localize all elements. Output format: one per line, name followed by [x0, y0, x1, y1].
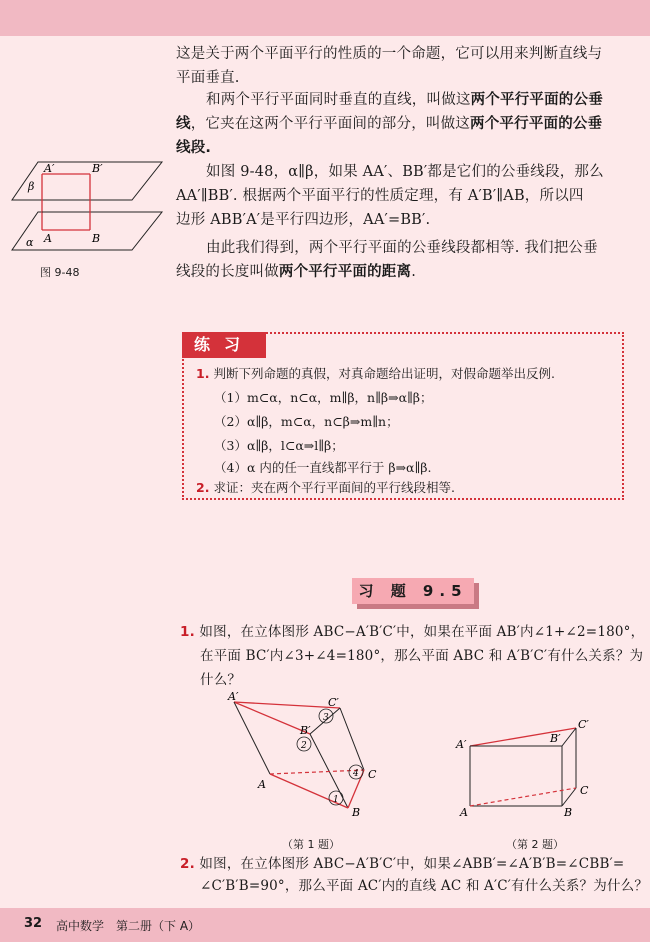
- homework-question-2: [180, 852, 624, 876]
- label-A-prime: A′: [44, 162, 55, 175]
- angle-label: 2: [301, 741, 307, 751]
- label-A: A: [44, 232, 52, 245]
- top-band: [0, 0, 650, 36]
- paragraph-line: 平面垂直.: [176, 70, 240, 86]
- label-B: B: [92, 232, 101, 245]
- term-bold: 线: [176, 116, 191, 132]
- question-number: 1.: [196, 366, 210, 381]
- question-number: 2.: [196, 480, 210, 495]
- term-bold: 两个平行平面的距离: [278, 264, 412, 280]
- label-B: B: [564, 806, 573, 818]
- question-line: 什么？: [200, 672, 242, 688]
- term-bold: 线段.: [176, 140, 212, 156]
- label-B: B: [352, 806, 361, 819]
- label-alpha: α: [26, 236, 34, 249]
- text-run: 线段的长度叫做: [176, 264, 279, 280]
- book-title: 高中数学 第二册（下 A）: [56, 919, 201, 933]
- figure-caption: （第 2 题）: [506, 838, 564, 851]
- figure-9-48: [10, 160, 165, 260]
- label-C: C: [580, 784, 589, 797]
- paragraph-line: AA′∥BB′. 根据两个平面平行的性质定理，有 A′B′∥AB，所以四: [176, 188, 584, 204]
- label-C: C: [368, 768, 377, 781]
- term-bold: 两个平行平面的公垂: [470, 116, 603, 132]
- practice-question-2: [196, 478, 455, 498]
- practice-item: （1）m⊂α，n⊂α，m∥β，n∥β⇒α∥β；: [214, 390, 433, 405]
- paragraph-line: 由此我们得到，两个平行平面的公垂线段都相等. 我们把公垂: [206, 240, 598, 256]
- label-B-prime: B′: [550, 732, 561, 745]
- homework-question-1: [180, 620, 644, 644]
- angle-label: 4: [353, 769, 359, 779]
- label-A-prime: A′: [456, 738, 467, 751]
- question-line: 在平面 BC′内∠3+∠4=180°，那么平面 ABC 和 A′B′C′有什么关系？为: [200, 648, 644, 664]
- label-B-prime: B′: [92, 162, 103, 175]
- paragraph-line: 边形 ABB′A′是平行四边形，AA′=BB′.: [176, 212, 431, 228]
- practice-item: （2）α∥β，m⊂α，n⊂β⇒m∥n；: [214, 414, 399, 429]
- label-C-prime: C′: [328, 696, 339, 709]
- figure-caption: （第 1 题）: [282, 838, 340, 851]
- label-beta: β: [28, 180, 35, 193]
- figure-question-2: [450, 718, 600, 818]
- angle-label: 3: [323, 713, 329, 723]
- figure-caption: 图 9-48: [40, 266, 80, 279]
- paragraph-line: [176, 112, 602, 136]
- question-text: 判断下列命题的真假，对真命题给出证明，对假命题举出反例.: [213, 366, 555, 381]
- question-text: 求证：夹在两个平行平面间的平行线段相等.: [213, 480, 455, 495]
- term-bold: 两个平行平面的公垂: [470, 92, 603, 108]
- practice-item: （3）α∥β，l⊂α⇒l∥β；: [214, 438, 344, 453]
- paragraph-line: 这是关于两个平面平行的性质的一个命题，它可以用来判断直线与: [176, 46, 603, 62]
- homework-title: 习 题 9.5: [352, 578, 474, 604]
- label-B-prime: B′: [300, 724, 311, 737]
- practice-item: （4）α 内的任一直线都平行于 β⇒α∥β.: [214, 460, 432, 475]
- question-number: 2.: [180, 856, 195, 872]
- angle-label: 1: [333, 795, 339, 805]
- text-run: ，它夹在这两个平行平面间的部分，叫做这: [190, 116, 471, 132]
- practice-question-1: [196, 364, 555, 384]
- page-number: 32: [24, 916, 43, 931]
- figure-question-1: [220, 690, 390, 820]
- paragraph-line: [206, 88, 603, 112]
- label-C-prime: C′: [578, 718, 589, 731]
- label-A-prime: A′: [228, 690, 239, 703]
- paragraph-line: [176, 136, 211, 160]
- practice-tab: 练习: [182, 332, 266, 358]
- question-text: 如图，在立体图形 ABC−A′B′C′中，如果∠ABB′=∠A′B′B=∠CBB′=: [199, 856, 625, 872]
- question-line: ∠C′B′B=90°，那么平面 AC′内的直线 AC 和 A′C′有什么关系？为什么？: [200, 878, 649, 894]
- text-run: .: [411, 264, 417, 280]
- question-number: 1.: [180, 624, 195, 640]
- label-A: A: [460, 806, 468, 818]
- text-run: 和两个平行平面同时垂直的直线，叫做这: [206, 92, 471, 108]
- question-text: 如图，在立体图形 ABC−A′B′C′中，如果在平面 AB′内∠1+∠2=180°，: [199, 624, 645, 640]
- label-A: A: [258, 778, 266, 791]
- paragraph-line: 如图 9-48，α∥β，如果 AA′、BB′都是它们的公垂线段，那么: [206, 164, 604, 180]
- paragraph-line: [176, 260, 416, 284]
